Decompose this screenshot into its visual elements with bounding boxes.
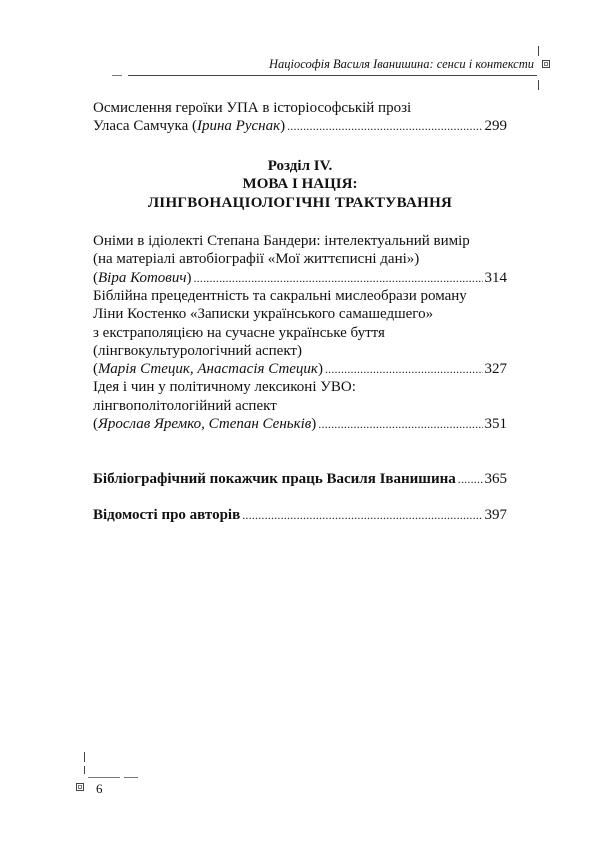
header-crop-tick-2 [538,80,539,90]
header-dash-left [112,75,122,76]
toc-entry-text: (Віра Котович) [93,269,192,286]
toc-entry-author: Віра Котович [98,269,187,286]
toc-entry-leader-line [93,415,507,433]
header-crop-tick [538,46,539,56]
toc-entry-text: Бібліографічний покажчик праць Василя Іванишина [93,471,456,488]
toc-entry-text: (Марія Стецик, Анастасія Стецик) [93,361,323,378]
toc-entry-author: Ірина Руснак [196,118,281,135]
footer-crop-tick [84,752,85,762]
section-heading [93,157,507,213]
toc-page-number: 397 [484,506,507,523]
dot-leader [193,269,482,287]
toc-entry [93,378,507,433]
toc-entry-line: з екстраполяцією на сучасне українське буття [93,324,385,341]
toc-entry [93,99,507,136]
toc-page-number: 299 [484,118,507,135]
footer-dash [124,777,138,778]
toc-entry-authors [93,506,507,524]
spacer [93,433,507,470]
toc-entry-leader-line [93,360,507,378]
toc-page-number: 314 [484,269,507,286]
toc-entry-bibliography [93,470,507,488]
section-subtitle: ЛІНГВОНАЦІОЛОГІЧНІ ТРАКТУВАННЯ [147,194,453,211]
section-number: Розділ IV. [267,157,333,174]
toc-entry [93,287,507,378]
toc-page-number: 351 [484,416,507,433]
toc-entry-line: лінгвополітологійний аспект [93,397,277,414]
toc-entry-line: Осмислення героїки УПА в історіософській прозі [93,100,412,116]
spacer [93,489,507,506]
footer-crop-tick-2 [84,766,85,774]
dot-leader [458,470,483,488]
toc-entry-leader-line [93,506,507,524]
section-title: МОВА І НАЦІЯ: [242,176,358,193]
toc-entry-author: Ярослав Яремко, Степан Сеньків [98,416,312,433]
toc-entry-text: Відомості про авторів [93,506,241,523]
toc-entry-leader-line [93,470,507,488]
footer-rule [88,777,120,778]
table-of-contents [93,99,507,524]
dot-leader [287,117,482,135]
toc-entry-leader-line [93,117,507,135]
toc-entry-text: Уласа Самчука (Ірина Руснак) [93,118,286,135]
toc-entry-line: Оніми в ідіолекті Степана Бандери: інтелектуальний вимір [93,233,470,250]
toc-entry-text: (Ярослав Яремко, Степан Сеньків) [93,416,317,433]
page-number: 6 [96,781,103,796]
toc-entry-line: (лінгвокультурологічний аспект) [93,342,302,359]
toc-page-number: 327 [484,361,507,378]
header-corner-icon [542,60,550,68]
toc-page-number: 365 [484,471,507,488]
toc-entry-line: (на матеріалі автобіографії «Мої життєписні дані») [93,251,420,268]
footer-corner-icon [76,783,84,791]
dot-leader [318,415,482,433]
toc-entry-leader-line [93,269,507,287]
toc-entry [93,232,507,287]
dot-leader [242,506,482,524]
running-head: Націософія Василя Іванишина: сенси і контексти [269,57,534,71]
header-rule [128,75,537,76]
dot-leader [325,360,483,378]
toc-entry-line: Ліни Костенко «Записки українського самашедшего» [93,306,434,323]
toc-entry-author: Марія Стецик, Анастасія Стецик [98,361,318,378]
toc-entry-line: Ідея і чин у політичному лексиконі УВО: [93,379,356,396]
toc-entry-line: Біблійна прецедентність та сакральні мислеобрази роману [93,287,467,304]
